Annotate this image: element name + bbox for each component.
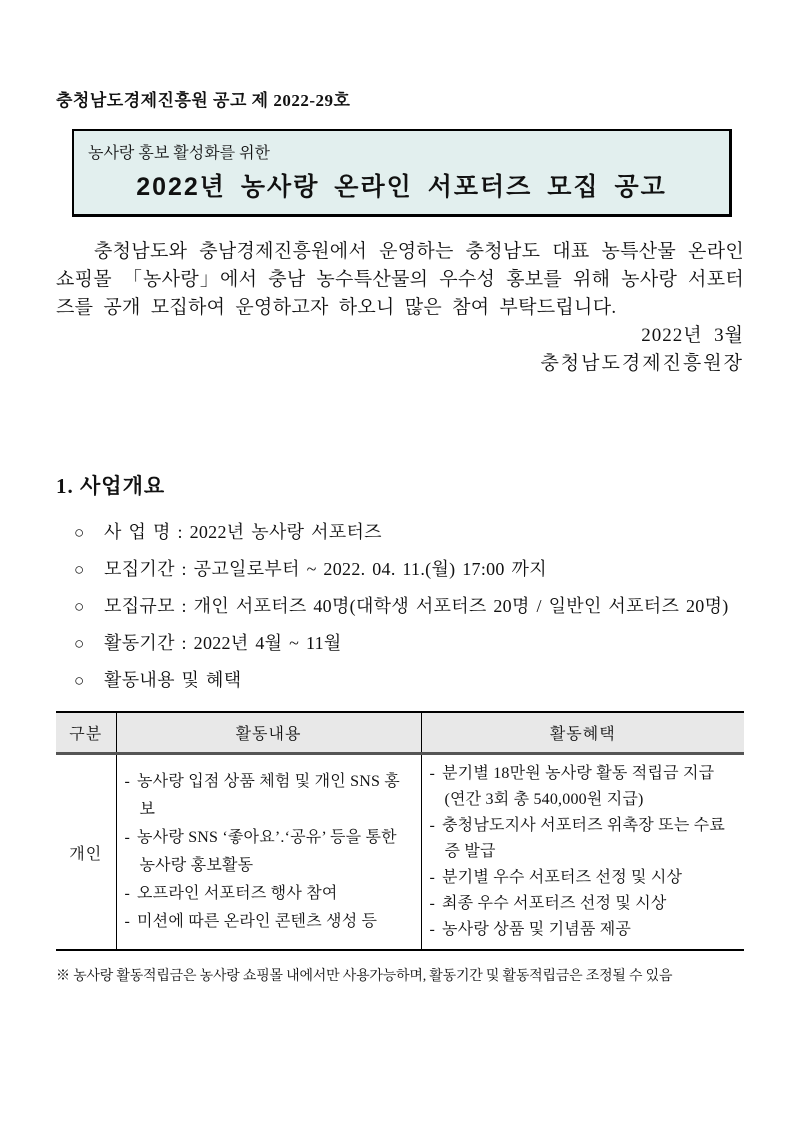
benefit-item-text: 분기별 우수 서포터즈 선정 및 시상 xyxy=(442,869,683,886)
bullet-activity-benefit xyxy=(74,662,744,699)
activity-item xyxy=(125,768,413,824)
dash-bullet-icon: - xyxy=(429,817,436,834)
activity-item-text: 농사랑 SNS ‘좋아요’.‘공유’ 등을 통한 농사랑 홍보활동 xyxy=(137,829,397,874)
benefit-item xyxy=(430,865,737,891)
benefit-item-text: 충청남도지사 서포터즈 위촉장 또는 수료증 발급 xyxy=(442,817,725,860)
dash-bullet-icon: - xyxy=(124,885,131,902)
activity-benefit-table xyxy=(56,711,744,951)
benefit-item-subtext: (연간 3회 총 540,000원 지급) xyxy=(444,791,644,808)
activity-item xyxy=(125,908,413,936)
table-header-activities: 활동내용 xyxy=(116,712,421,754)
dash-bullet-icon: - xyxy=(124,829,131,846)
activity-item-text: 농사랑 입점 상품 체험 및 개인 SNS 홍보 xyxy=(137,773,400,818)
dash-bullet-icon: - xyxy=(124,773,131,790)
bullet-activity-benefit-text: 활동내용 및 혜택 xyxy=(104,670,242,690)
benefit-item-text: 최종 우수 서포터즈 선정 및 시상 xyxy=(442,895,667,912)
bullet-activity-period xyxy=(74,625,744,662)
bullet-recruit-period-text: 모집기간 : 공고일로부터 ~ 2022. 04. 11.(월) 17:00 까지 xyxy=(104,559,547,579)
benefit-item-text: 농사랑 상품 및 기념품 제공 xyxy=(442,921,632,938)
bullet-recruit-size xyxy=(74,588,744,625)
dash-bullet-icon: - xyxy=(429,895,436,912)
section-1-heading: 1. 사업개요 xyxy=(56,474,166,498)
bullet-project-name-text: 사 업 명 : 2022년 농사랑 서포터즈 xyxy=(104,522,382,542)
bullet-activity-period-text: 활동기간 : 2022년 4월 ~ 11월 xyxy=(104,633,342,653)
document-title: 2022년 농사랑 온라인 서포터즈 모집 공고 xyxy=(136,173,667,201)
intro-paragraph: 충청남도와 충남경제진흥원에서 운영하는 충청남도 대표 농특산물 온라인 쇼핑몰 「농사랑」에서 충남 농수특산물의 우수성 홍보를 위해 농사랑 서포터즈를 공개 모집하여 운영하고자 하오니 많은 참여 부탁드립니다. xyxy=(56,241,744,318)
cell-activities xyxy=(116,754,421,951)
dash-bullet-icon: - xyxy=(429,765,436,782)
table-header-category: 구분 xyxy=(56,712,116,754)
activity-item xyxy=(125,824,413,880)
dash-bullet-icon: - xyxy=(124,913,131,930)
dash-bullet-icon: - xyxy=(429,921,436,938)
circle-bullet-icon: ○ xyxy=(74,671,85,690)
circle-bullet-icon: ○ xyxy=(74,597,85,616)
benefit-item xyxy=(430,917,737,943)
cell-benefits xyxy=(421,754,744,951)
notice-number: 충청남도경제진흥원 공고 제 2022-29호 xyxy=(56,91,351,110)
table-row xyxy=(56,754,744,951)
table-header-benefits: 활동혜택 xyxy=(421,712,744,754)
title-box xyxy=(72,129,732,217)
benefit-item-text: 분기별 18만원 농사랑 활동 적립금 지급 xyxy=(442,765,715,782)
circle-bullet-icon: ○ xyxy=(74,560,85,579)
announcement-signer: 충청남도경제진흥원장 xyxy=(540,353,744,374)
bullet-recruit-size-text: 모집규모 : 개인 서포터즈 40명(대학생 서포터즈 20명 / 일반인 서포터즈 20명) xyxy=(104,596,729,616)
circle-bullet-icon: ○ xyxy=(74,523,85,542)
cell-category: 개인 xyxy=(69,845,103,863)
table-header-row xyxy=(56,712,744,754)
activity-item xyxy=(125,880,413,908)
bullet-recruit-period xyxy=(74,551,744,588)
overview-bullet-list xyxy=(74,514,744,699)
benefit-item xyxy=(430,761,737,787)
title-box-subtitle: 농사랑 홍보 활성화를 위한 xyxy=(88,145,271,162)
activity-item-text: 오프라인 서포터즈 행사 참여 xyxy=(137,885,338,902)
benefit-item xyxy=(430,891,737,917)
benefit-item xyxy=(430,813,737,865)
circle-bullet-icon: ○ xyxy=(74,634,85,653)
footnote: ※ 농사랑 활동적립금은 농사랑 쇼핑몰 내에서만 사용가능하며, 활동기간 및 활동적립금은 조정될 수 있음 xyxy=(56,969,673,984)
bullet-project-name xyxy=(74,514,744,551)
activity-item-text: 미션에 따른 온라인 콘텐츠 생성 등 xyxy=(137,913,378,930)
announcement-date: 2022년 3월 xyxy=(641,325,744,346)
dash-bullet-icon: - xyxy=(429,869,436,886)
